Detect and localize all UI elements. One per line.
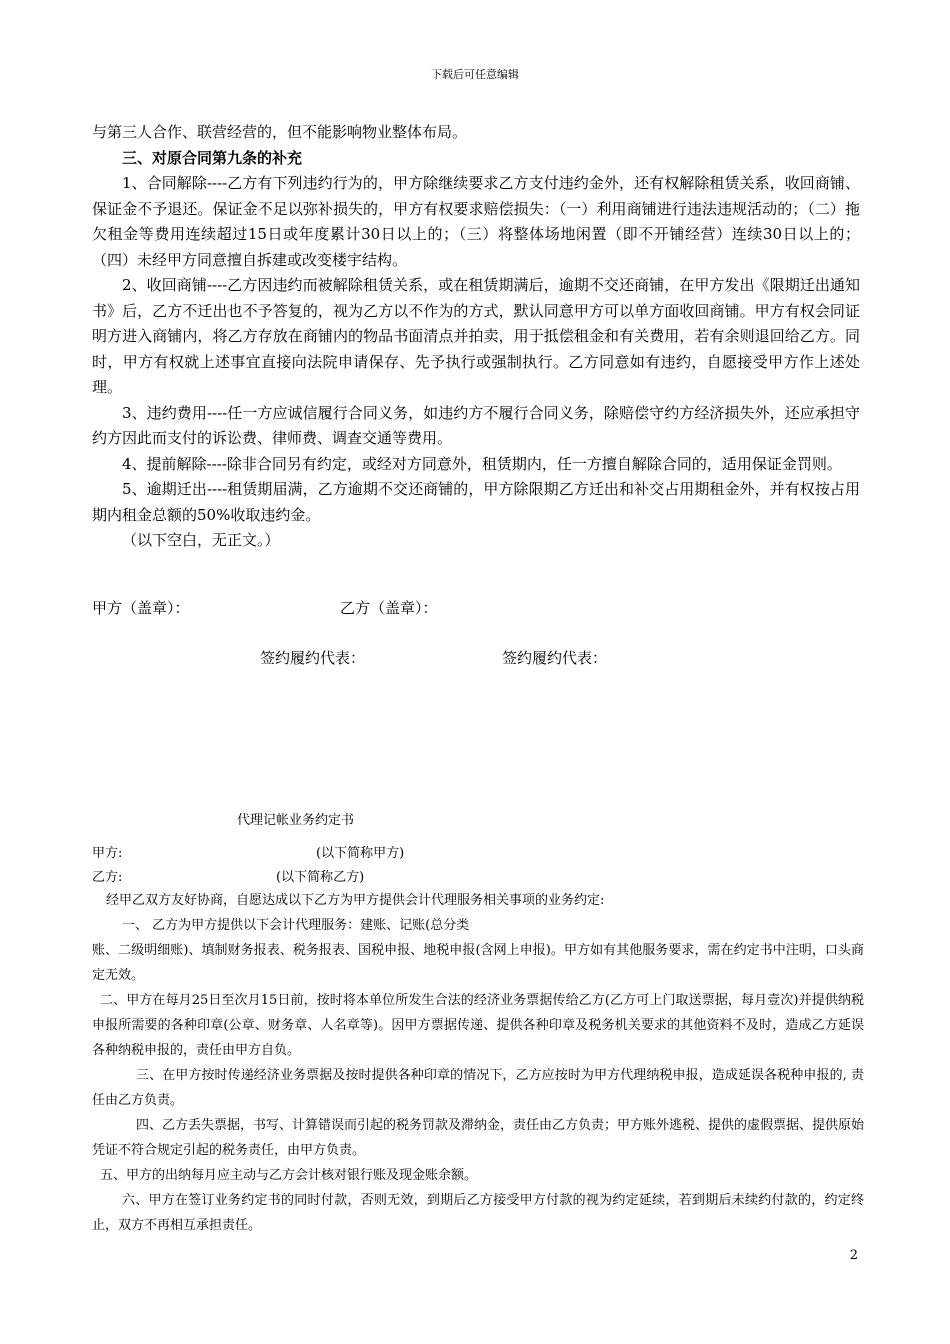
- party-a-label: 甲方:: [92, 846, 123, 861]
- page-number: 2: [849, 1248, 858, 1263]
- party-a-note: (以下简称甲方): [316, 846, 405, 861]
- intro: 经甲乙双方友好协商，自愿达成以下乙方为甲方提供会计代理服务相关事项的业务约定:: [106, 893, 605, 908]
- clause-repossession: 2、收回商铺----乙方因违约而被解除租赁关系，或在租赁期满后，逾期不交还商铺，在甲方发出《限期迁出通知书》后，乙方不迁出也不予答复的，视为乙方以不作为的方式，默认同意甲方可以单方面收回商铺。甲方有权会同证明方进入商铺内，将乙方存放在商铺内的物品书面清点并拍卖，用于抵偿租金和有关费用，若有余则退回给乙方。同时，甲方有权就上述事宜直接向法院申请保存、先予执行或强制执行。乙方同意如有违约，自愿接受甲方作上述处理。: [92, 276, 860, 396]
- party-b-representative: 签约履约代表：: [502, 649, 608, 667]
- party-b-label: 乙方:: [92, 870, 123, 885]
- contract-body: [92, 120, 860, 554]
- party-a-seal: 甲方（盖章）：: [92, 599, 190, 617]
- party-b-note: (以下简称乙方): [276, 870, 365, 885]
- party-b-seal: 乙方（盖章）：: [340, 599, 438, 617]
- item-3: 三、在甲方按时传递经济业务票据及按时提供各种印章的情况下，乙方应按时为甲方代理纳税申报，造成延误各税种申报的, 责任由乙方负责。: [92, 1068, 864, 1108]
- continued-line: 与第三人合作、联营经营的，但不能影响物业整体布局。: [92, 123, 468, 141]
- page-header: 下载后可任意编辑: [431, 68, 519, 81]
- section-heading: 三、对原合同第九条的补充: [122, 148, 303, 167]
- item-4: 四、乙方丢失票据，书写、计算错误而引起的税务罚款及滞纳金，责任由乙方负责；甲方账外逃税、提供的虚假票据、提供原始凭证不符合规定引起的税务责任，由甲方负责。: [92, 1118, 865, 1158]
- item-1-first-line: 一、 乙方为甲方提供以下会计代理服务：建账、记账(总分类: [122, 918, 470, 933]
- item-2: 二、甲方在每月25日至次月15日前，按时将本单位所发生合法的经济业务票据传给乙方(乙方可上门取送票据，每月壹次)并提供纳税申报所需要的各种印章(公章、财务章、人名章等)。因甲方票据传递、提供各种印章及税务机关要求的其他资料不及时，造成乙方延误各种纳税申报的，责任由甲方自负。: [92, 993, 864, 1058]
- item-5: 五、甲方的出纳每月应主动与乙方会计核对银行账及现金账余额。: [100, 1168, 478, 1183]
- party-a-representative: 签约履约代表：: [260, 649, 366, 667]
- blank-note: （以下空白，无正文。）: [122, 531, 280, 549]
- clause-late-move-out: 5、逾期迁出----租赁期届满，乙方逾期不交还商铺的，甲方除限期乙方迁出和补交占用期租金外，并有权按占用期内租金总额的50%收取违约金。: [92, 480, 860, 524]
- agreement-title: 代理记帐业务约定书: [237, 813, 355, 828]
- item-6: 六、甲方在签订业务约定书的同时付款，否则无效，到期后乙方接受甲方付款的视为约定延续，若到期后未续约付款的，约定终止，双方不再相互承担责任。: [92, 1193, 864, 1233]
- clause-early-termination: 4、提前解除----除非合同另有约定，或经对方同意外，租赁期内，任一方擅自解除合同的，适用保证金罚则。: [122, 454, 842, 473]
- clause-breach-costs: 3、违约费用----任一方应诚信履行合同义务，如违约方不履行合同义务，除赔偿守约方经济损失外，还应承担守约方因此而支付的诉讼费、律师费、调查交通等费用。: [92, 403, 860, 447]
- agreement-body: [92, 888, 864, 1238]
- clause-termination: 1、合同解除----乙方有下列违约行为的，甲方除继续要求乙方支付违约金外，还有权解除租赁关系，收回商铺、保证金不予退还。保证金不足以弥补损失的，甲方有权要求赔偿损失：（一）利用商铺进行违法违规活动的；（二）拖欠租金等费用连续超过15日或年度累计30日以上的；（三）将整体场地闲置（即不开铺经营）连续30日以上的；（四）未经甲方同意擅自拆建或改变楼宇结构。: [92, 174, 860, 269]
- item-1-rest: 账、二级明细账)、填制财务报表、税务报表、国税申报、地税申报(含网上申报)。甲方如有其他服务要求，需在约定书中注明，口头商定无效。: [92, 943, 864, 983]
